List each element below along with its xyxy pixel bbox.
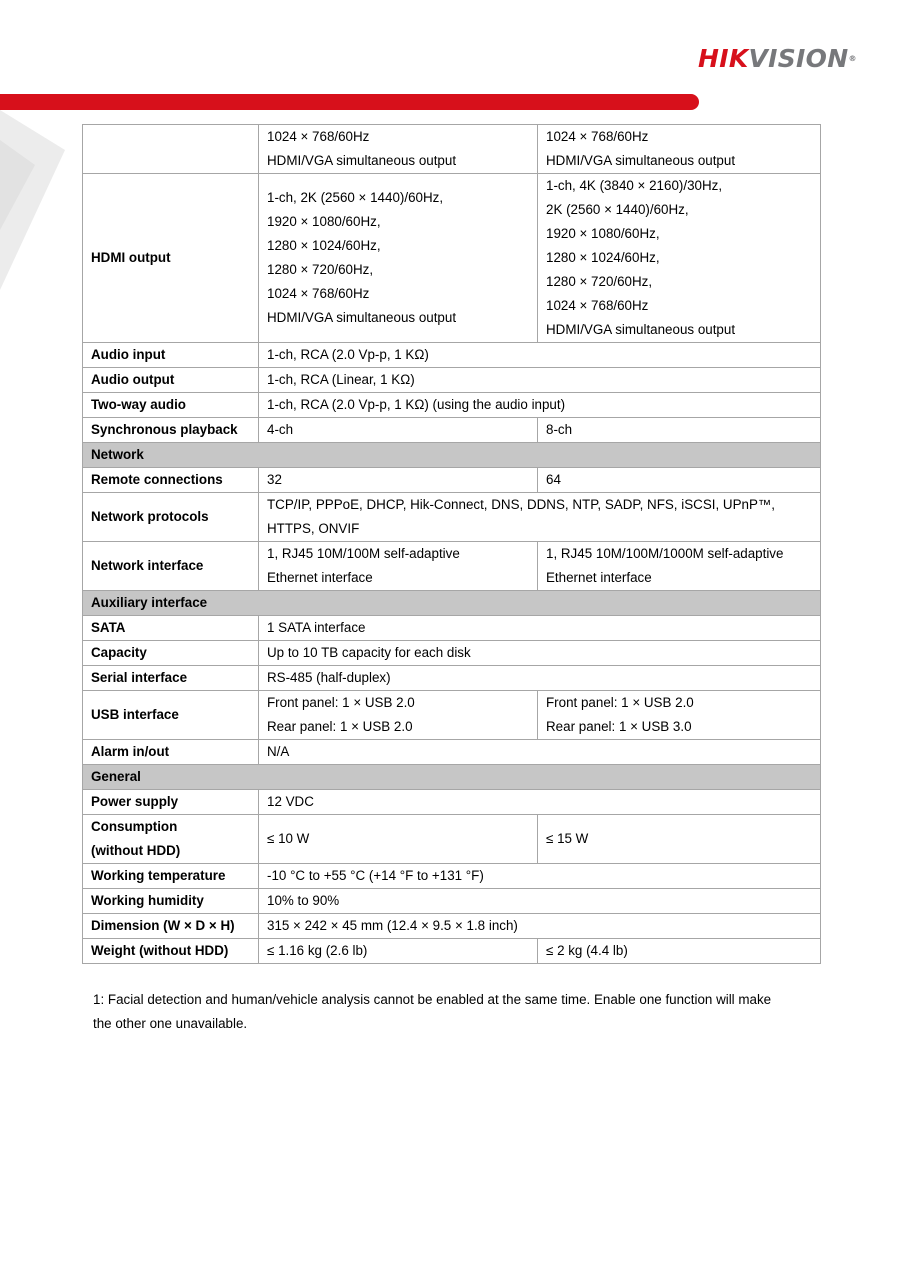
logo-vision: VISION <box>748 44 849 73</box>
line: 1280 × 720/60Hz, <box>546 274 653 289</box>
footnote-line: the other one unavailable. <box>93 1016 248 1031</box>
spec-label: Working temperature <box>83 864 259 889</box>
spec-row-consumption <box>83 815 821 864</box>
spec-value: 1-ch, RCA (2.0 Vp-p, 1 KΩ) (using the audio input) <box>259 393 821 418</box>
line: 1, RJ45 10M/100M self-adaptive <box>267 546 460 561</box>
decorative-watermark <box>0 110 70 300</box>
section-title: Auxiliary interface <box>83 591 821 616</box>
spec-value: -10 °C to +55 °C (+14 °F to +131 °F) <box>259 864 821 889</box>
line: 1920 × 1080/60Hz, <box>267 214 381 229</box>
spec-row-power-supply <box>83 790 821 815</box>
spec-label: Weight (without HDD) <box>83 939 259 964</box>
spec-value-b <box>538 125 821 174</box>
spec-value <box>259 493 821 542</box>
spec-row-dimension <box>83 914 821 939</box>
spec-label: Power supply <box>83 790 259 815</box>
spec-value: Up to 10 TB capacity for each disk <box>259 641 821 666</box>
section-title: Network <box>83 443 821 468</box>
line: 1-ch, 2K (2560 × 1440)/60Hz, <box>267 190 444 205</box>
spec-label: Audio input <box>83 343 259 368</box>
line: 1024 × 768/60Hz <box>267 286 370 301</box>
spec-value-b: ≤ 15 W <box>538 815 821 864</box>
spec-value-b <box>538 691 821 740</box>
line: 1024 × 768/60Hz <box>267 129 370 144</box>
spec-row-synchronous-playback <box>83 418 821 443</box>
spec-row-network-interface <box>83 542 821 591</box>
line: 1-ch, 4K (3840 × 2160)/30Hz, <box>546 178 723 193</box>
spec-row-working-temperature <box>83 864 821 889</box>
line: 1920 × 1080/60Hz, <box>546 226 660 241</box>
spec-label: Audio output <box>83 368 259 393</box>
spec-label: Two-way audio <box>83 393 259 418</box>
line: Ethernet interface <box>546 570 652 585</box>
spec-value-a <box>259 125 538 174</box>
spec-value-b <box>538 174 821 343</box>
line: HDMI/VGA simultaneous output <box>267 153 457 168</box>
spec-row-network-protocols <box>83 493 821 542</box>
spec-value: N/A <box>259 740 821 765</box>
spec-value: 1 SATA interface <box>259 616 821 641</box>
spec-value: RS-485 (half-duplex) <box>259 666 821 691</box>
spec-value-b: 64 <box>538 468 821 493</box>
spec-row-usb-interface <box>83 691 821 740</box>
spec-value-a: ≤ 10 W <box>259 815 538 864</box>
line: TCP/IP, PPPoE, DHCP, Hik-Connect, DNS, DDNS, NTP, SADP, NFS, iSCSI, UPnP™, <box>267 497 776 512</box>
line: 1, RJ45 10M/100M/1000M self-adaptive <box>546 546 784 561</box>
spec-label <box>83 125 259 174</box>
header-red-bar <box>0 94 699 110</box>
section-header-network <box>83 443 821 468</box>
line: Front panel: 1 × USB 2.0 <box>267 695 415 710</box>
hikvision-logo <box>698 44 868 74</box>
line: 1024 × 768/60Hz <box>546 298 649 313</box>
spec-row-sata <box>83 616 821 641</box>
spec-row-remote-connections <box>83 468 821 493</box>
spec-label: Remote connections <box>83 468 259 493</box>
spec-row-two-way-audio <box>83 393 821 418</box>
spec-value-b <box>538 542 821 591</box>
line: Front panel: 1 × USB 2.0 <box>546 695 694 710</box>
spec-row-hdmi-output <box>83 174 821 343</box>
line: Rear panel: 1 × USB 3.0 <box>546 719 692 734</box>
spec-row-vga-continued <box>83 125 821 174</box>
spec-label: USB interface <box>83 691 259 740</box>
section-title: General <box>83 765 821 790</box>
line: HDMI/VGA simultaneous output <box>546 322 736 337</box>
spec-value: 10% to 90% <box>259 889 821 914</box>
logo-hik: HIK <box>698 44 749 73</box>
section-header-general <box>83 765 821 790</box>
section-header-auxiliary-interface <box>83 591 821 616</box>
spec-row-working-humidity <box>83 889 821 914</box>
spec-value-a: 32 <box>259 468 538 493</box>
spec-value-a: 4-ch <box>259 418 538 443</box>
line: Consumption <box>91 819 178 834</box>
spec-value-a <box>259 174 538 343</box>
line: HTTPS, ONVIF <box>267 521 360 536</box>
spec-table <box>82 124 821 964</box>
spec-value-a <box>259 691 538 740</box>
spec-row-audio-output <box>83 368 821 393</box>
spec-value: 315 × 242 × 45 mm (12.4 × 9.5 × 1.8 inch) <box>259 914 821 939</box>
footnote-line: 1: Facial detection and human/vehicle analysis cannot be enabled at the same time. Enable one function will make <box>93 992 772 1007</box>
spec-label: Capacity <box>83 641 259 666</box>
spec-row-alarm-in-out <box>83 740 821 765</box>
line: (without HDD) <box>91 843 181 858</box>
spec-label: Working humidity <box>83 889 259 914</box>
spec-value-a: ≤ 1.16 kg (2.6 lb) <box>259 939 538 964</box>
line: Ethernet interface <box>267 570 373 585</box>
line: 2K (2560 × 1440)/60Hz, <box>546 202 689 217</box>
line: 1280 × 1024/60Hz, <box>267 238 381 253</box>
spec-label: Synchronous playback <box>83 418 259 443</box>
logo-registered: ® <box>848 54 857 63</box>
spec-value-a <box>259 542 538 591</box>
spec-value-b: ≤ 2 kg (4.4 lb) <box>538 939 821 964</box>
line: HDMI/VGA simultaneous output <box>267 310 457 325</box>
line: HDMI/VGA simultaneous output <box>546 153 736 168</box>
spec-label: Network interface <box>83 542 259 591</box>
line: 1280 × 1024/60Hz, <box>546 250 660 265</box>
footnote <box>93 988 813 1036</box>
spec-label: Alarm in/out <box>83 740 259 765</box>
spec-row-audio-input <box>83 343 821 368</box>
spec-row-capacity <box>83 641 821 666</box>
spec-label: HDMI output <box>83 174 259 343</box>
spec-label <box>83 815 259 864</box>
spec-label: Serial interface <box>83 666 259 691</box>
line: 1280 × 720/60Hz, <box>267 262 374 277</box>
line: 1024 × 768/60Hz <box>546 129 649 144</box>
line: Rear panel: 1 × USB 2.0 <box>267 719 413 734</box>
spec-label: SATA <box>83 616 259 641</box>
spec-value: 12 VDC <box>259 790 821 815</box>
spec-value-b: 8-ch <box>538 418 821 443</box>
spec-row-weight <box>83 939 821 964</box>
spec-value: 1-ch, RCA (2.0 Vp-p, 1 KΩ) <box>259 343 821 368</box>
spec-value: 1-ch, RCA (Linear, 1 KΩ) <box>259 368 821 393</box>
spec-row-serial-interface <box>83 666 821 691</box>
spec-label: Network protocols <box>83 493 259 542</box>
spec-label: Dimension (W × D × H) <box>83 914 259 939</box>
